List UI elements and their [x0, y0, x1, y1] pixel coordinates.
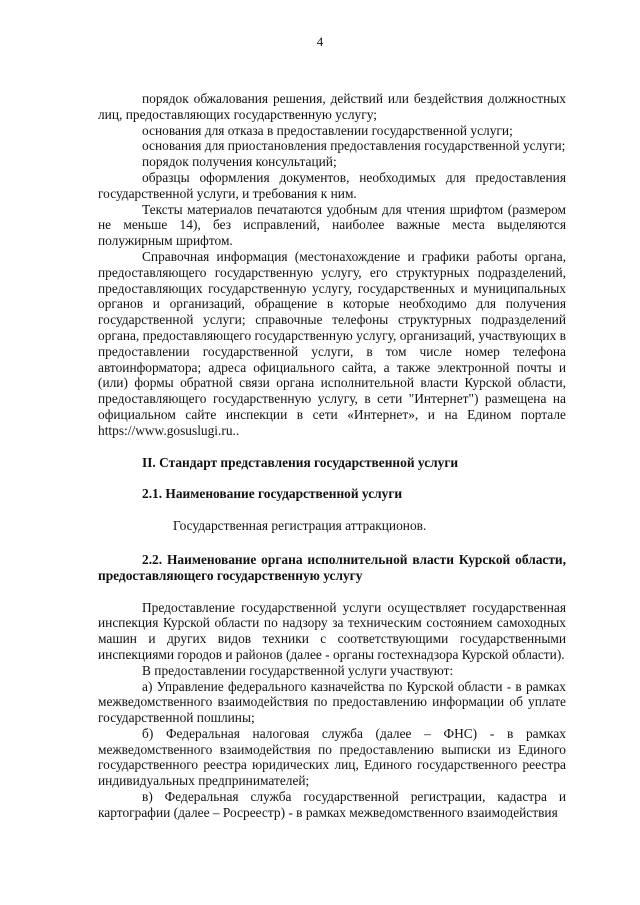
list-item: б) Федеральная налоговая служба (далее – ФНС) - в рамках межведомственного взаимодействия по предоставлению выписки из Единого государственного реестра юридических лиц, Единого государственного реестра индивидуальных предпринимателей; — [98, 725, 566, 789]
paragraph: Предоставление государственной услуги осуществляет государственная инспекция Курской области по надзору за техническим состоянием самоходных машин и других видов техники с соответствующими государственными инспекциями городов и районов (далее - органы гостехнадзора Курской области). — [98, 599, 566, 662]
page-number: 4 — [316, 34, 324, 49]
paragraph: порядок получения консультаций; — [142, 154, 337, 170]
document-body — [98, 91, 566, 821]
subsection-heading: 2.1. Наименование государственной услуги — [142, 486, 403, 502]
paragraph: В предоставлении государственной услуги участвуют: — [142, 662, 454, 678]
section-heading: II. Стандарт представления государственной услуги — [142, 454, 459, 470]
paragraph: образцы оформления документов, необходимых для предоставления государственной услуги, и требования к ним. — [98, 169, 566, 201]
paragraph: Справочная информация (местонахождение и графики работы органа, предоставляющего государственную услугу, его структурных подразделений, предоставляющих государственную услугу, государственных и муниципальных органов и организаций, обращение в которые необходимо для получения государственной услуги; справочные телефоны структурных подразделений органа, предоставляющего государственную услугу, организаций, участвующих в предоставлении государственной услуги, в том числе номер телефона автоинформатора; адреса официального сайта, а также электронной почты и (или) формы обратной связи органа исполнительной власти Курской области, предоставляющего государственную услугу, в сети "Интернет") размещена на официальном сайте инспекции в сети «Интернет», и на Едином портале https://www.gosuslugi.ru.. — [98, 248, 566, 438]
paragraph: Тексты материалов печатаются удобным для чтения шрифтом (размером не меньше 14), без исправлений, наиболее важные места выделяются полужирным шрифтом. — [98, 201, 566, 249]
list-item: а) Управление федерального казначейства по Курской области - в рамках межведомственного взаимодействия по предоставлению информации об уплате государственной пошлины; — [98, 678, 566, 726]
subsection-heading: 2.2. Наименование органа исполнительной власти Курской области, предоставляющего государственную услугу — [98, 551, 566, 583]
list-item: в) Федеральная служба государственной регистрации, кадастра и картографии (далее – Росреестр) - в рамках межведомственного взаимодействия — [98, 789, 566, 820]
paragraph: основания для приостановления предоставления государственной услуги; — [142, 138, 566, 154]
paragraph: порядок обжалования решения, действий или бездействия должностных лиц, предоставляющих государственную услугу; — [98, 91, 566, 122]
paragraph: основания для отказа в предоставлении государственной услуги; — [142, 122, 513, 138]
service-name: Государственная регистрация аттракционов. — [173, 518, 427, 534]
